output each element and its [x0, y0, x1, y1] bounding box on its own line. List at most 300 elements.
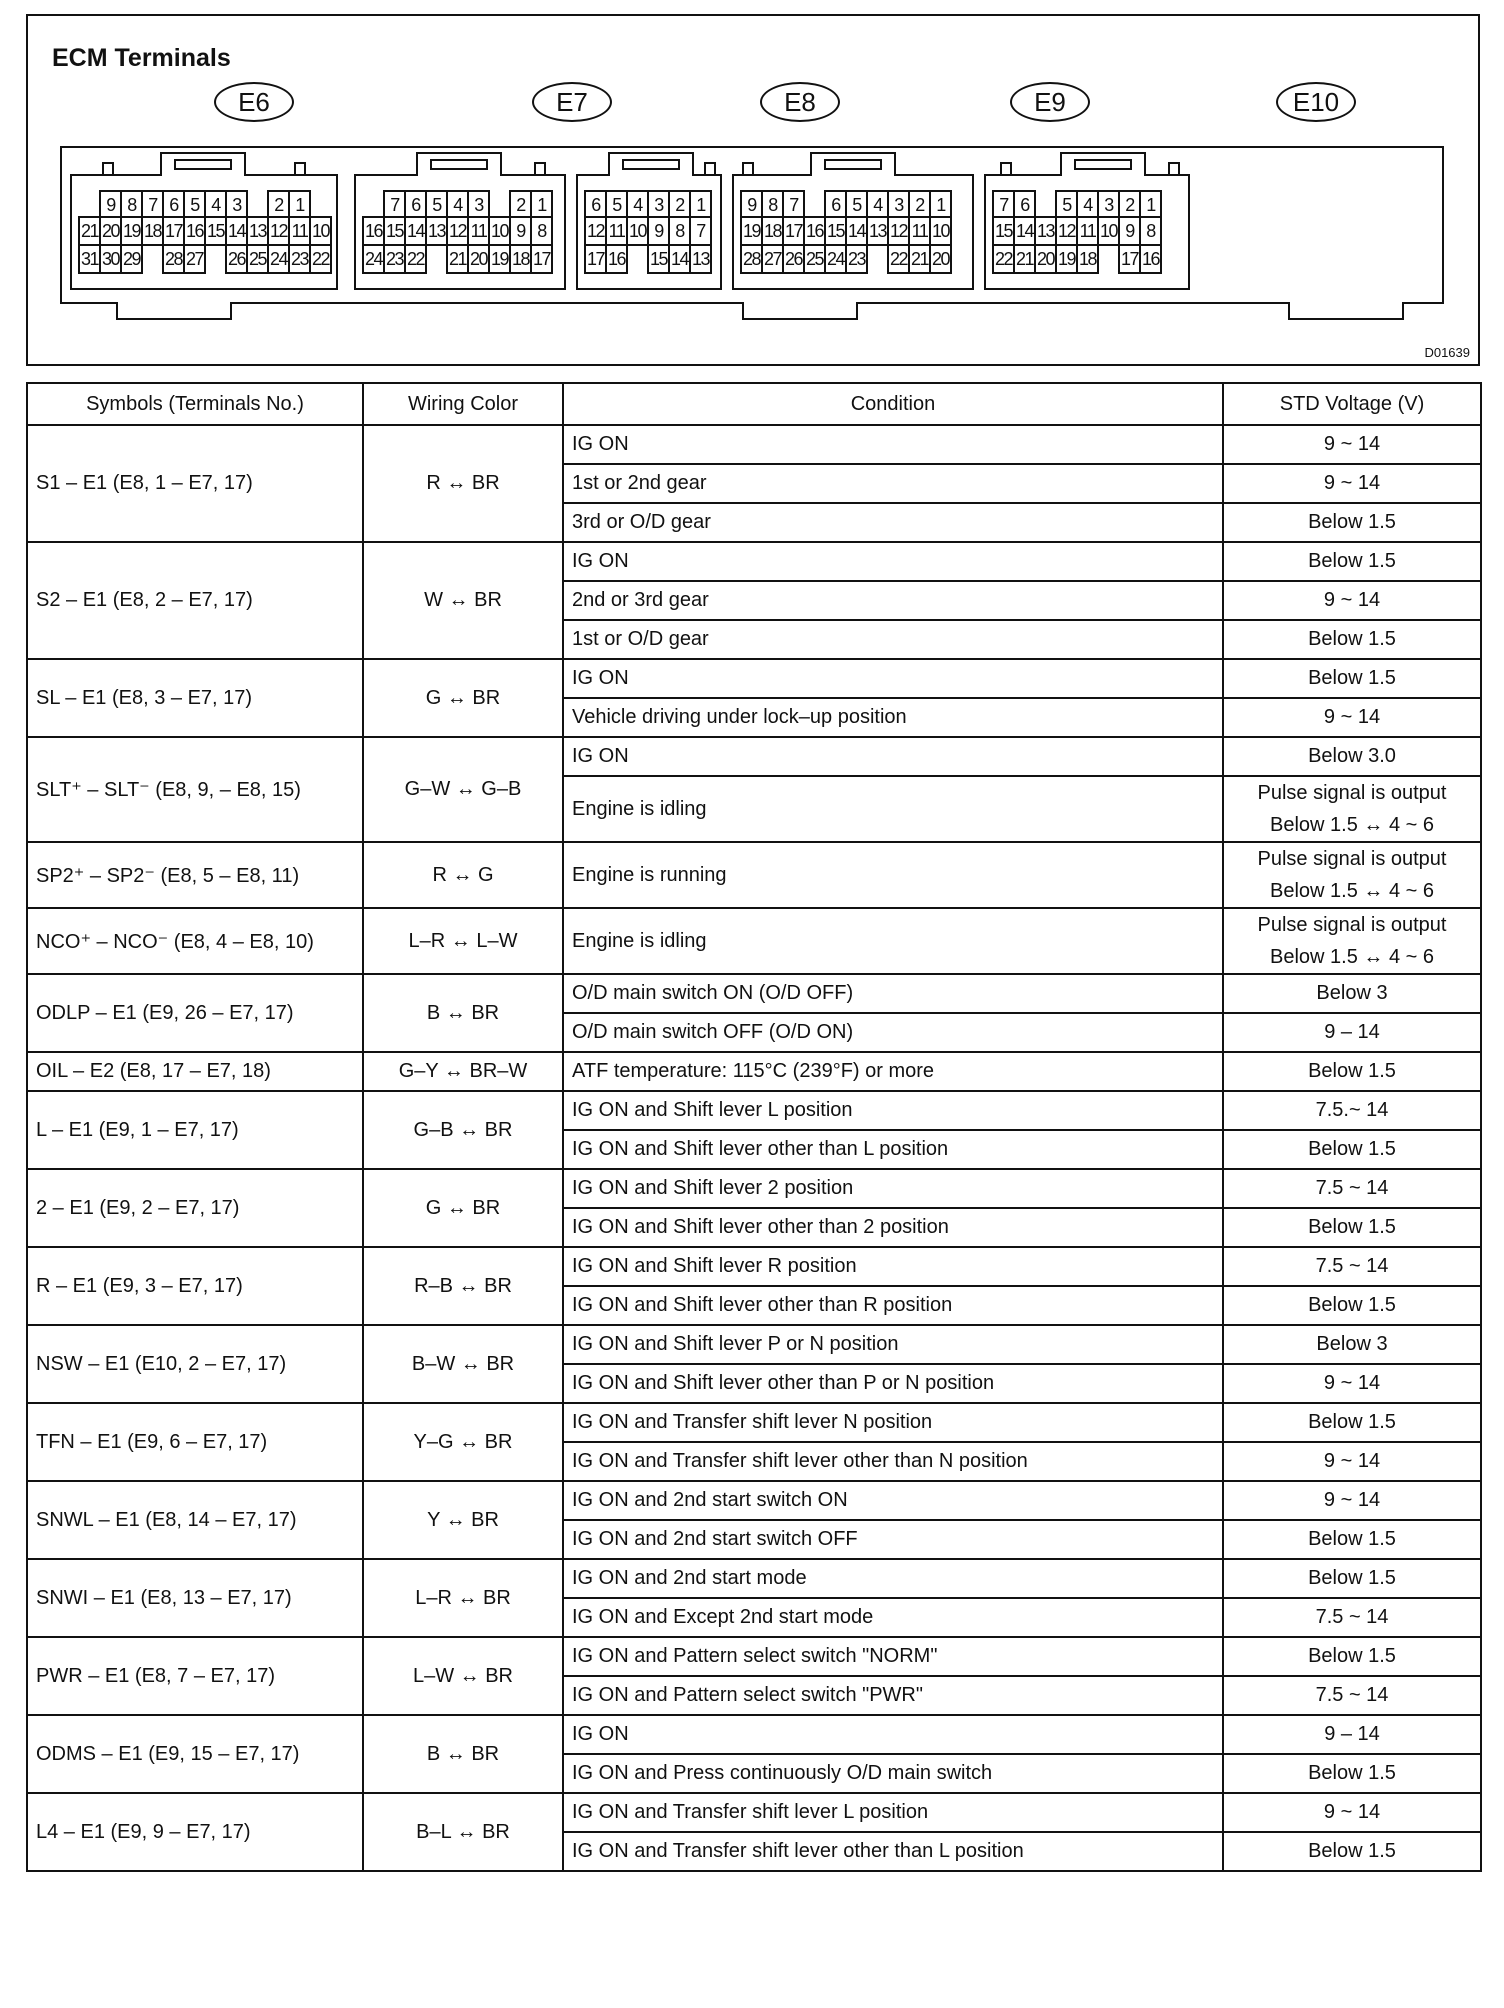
cell-std-voltage [1223, 503, 1481, 542]
terminal-pin: 25 [803, 244, 826, 274]
voltage-line: 7.5.~ 14 [1315, 1099, 1389, 1121]
table-row [27, 1793, 1481, 1832]
cell-std-voltage [1223, 1013, 1481, 1052]
voltage-line: 7.5 ~ 14 [1315, 1684, 1389, 1706]
connector-peg [704, 162, 716, 176]
terminal-pin: 3 [887, 190, 910, 218]
voltage-line: 7.5 ~ 14 [1315, 1177, 1389, 1199]
terminal-pin: 8 [1139, 216, 1162, 246]
cell-condition: IG ON and Transfer shift lever L position [563, 1793, 1223, 1832]
cell-std-voltage [1223, 659, 1481, 698]
table-row [27, 974, 1481, 1013]
voltage-line: Below 1.5 [1308, 550, 1396, 572]
housing-tab [1288, 302, 1404, 320]
terminal-pin: 11 [288, 216, 311, 246]
terminal-gap [206, 246, 227, 274]
pin-row [586, 190, 712, 218]
terminal-pin: 15 [204, 216, 227, 246]
terminal-pin: 21 [78, 216, 101, 246]
terminal-pin: 5 [183, 190, 206, 218]
terminal-pin: 1 [689, 190, 712, 218]
terminal-pin: 13 [1034, 216, 1057, 246]
cell-wiring-color: G–B ↔ BR [363, 1091, 563, 1169]
terminal-pin: 27 [761, 244, 784, 274]
terminal-pin: 22 [887, 244, 910, 274]
cell-condition: IG ON and Transfer shift lever other than N position [563, 1442, 1223, 1481]
pin-row [364, 218, 553, 246]
connector-peg [742, 162, 754, 176]
terminal-pin: 3 [467, 190, 490, 218]
terminal-pin: 7 [383, 190, 406, 218]
voltage-line: Below 1.5 [1308, 1528, 1396, 1550]
terminal-gap [805, 190, 826, 218]
cell-symbol: 2 – E1 (E9, 2 – E7, 17) [27, 1169, 363, 1247]
pin-grid-e9 [742, 190, 952, 274]
terminal-pin: 1 [288, 190, 311, 218]
cell-symbol: PWR – E1 (E8, 7 – E7, 17) [27, 1637, 363, 1715]
terminal-pin: 19 [1055, 244, 1078, 274]
cell-wiring-color: R–B ↔ BR [363, 1247, 563, 1325]
terminal-pin: 22 [309, 244, 332, 274]
cell-condition: IG ON and Shift lever other than R position [563, 1286, 1223, 1325]
connector-label-e9: E9 [1010, 82, 1090, 122]
terminal-pin: 8 [761, 190, 784, 218]
terminal-pin: 13 [866, 216, 889, 246]
terminal-pin: 5 [605, 190, 628, 218]
terminal-pin: 26 [782, 244, 805, 274]
terminal-pin: 19 [488, 244, 511, 274]
cell-condition: IG ON and Shift lever R position [563, 1247, 1223, 1286]
diagram-code: D01639 [1424, 345, 1470, 360]
cell-wiring-color: R ↔ G [363, 842, 563, 908]
voltage-line: 9 ~ 14 [1323, 1489, 1381, 1511]
table-row [27, 1559, 1481, 1598]
terminal-pin: 17 [782, 216, 805, 246]
cell-std-voltage [1223, 1442, 1481, 1481]
voltage-line: Below 1.5 [1308, 1762, 1396, 1784]
cell-wiring-color: Y ↔ BR [363, 1481, 563, 1559]
table-body [27, 425, 1481, 1871]
pin-row [80, 190, 332, 218]
cell-wiring-color: G–W ↔ G–B [363, 737, 563, 842]
cell-wiring-color: B–W ↔ BR [363, 1325, 563, 1403]
cell-symbol: NCO⁺ – NCO⁻ (E8, 4 – E8, 10) [27, 908, 363, 974]
cell-std-voltage [1223, 1637, 1481, 1676]
connector-peg [534, 162, 546, 176]
cell-wiring-color: W ↔ BR [363, 542, 563, 659]
voltage-line: Below 1.5 [1308, 511, 1396, 533]
cell-condition: IG ON and Shift lever other than L position [563, 1130, 1223, 1169]
terminal-pin: 28 [162, 244, 185, 274]
cell-std-voltage [1223, 1364, 1481, 1403]
header-condition: Condition [563, 383, 1223, 425]
connector-label-e10: E10 [1276, 82, 1356, 122]
terminal-pin: 16 [183, 216, 206, 246]
cell-std-voltage [1223, 776, 1481, 842]
terminal-pin: 15 [647, 244, 670, 274]
terminal-pin: 18 [1076, 244, 1099, 274]
cell-std-voltage [1223, 1754, 1481, 1793]
cell-std-voltage [1223, 1208, 1481, 1247]
terminal-pin: 12 [1055, 216, 1078, 246]
terminal-pin: 4 [866, 190, 889, 218]
terminal-pin: 9 [1118, 216, 1141, 246]
cell-std-voltage [1223, 464, 1481, 503]
connector-peg [1000, 162, 1012, 176]
terminal-pin: 18 [141, 216, 164, 246]
terminal-pin: 2 [668, 190, 691, 218]
voltage-line: Below 1.5 ↔ 4 ~ 6 [1270, 946, 1434, 968]
terminal-pin: 15 [992, 216, 1015, 246]
terminal-pin: 3 [1097, 190, 1120, 218]
terminal-pin: 14 [1013, 216, 1036, 246]
cell-condition: IG ON and Transfer shift lever other than L position [563, 1832, 1223, 1871]
cell-symbol: SL – E1 (E8, 3 – E7, 17) [27, 659, 363, 737]
table-row [27, 425, 1481, 464]
pin-grid-e7 [364, 190, 553, 274]
terminal-pin: 16 [1139, 244, 1162, 274]
cell-symbol: L4 – E1 (E9, 9 – E7, 17) [27, 1793, 363, 1871]
voltage-line: 9 ~ 14 [1323, 433, 1381, 455]
cell-symbol: L – E1 (E9, 1 – E7, 17) [27, 1091, 363, 1169]
connector-e8 [576, 174, 722, 290]
cell-condition: Engine is running [563, 842, 1223, 908]
cell-std-voltage [1223, 581, 1481, 620]
terminal-gap [1099, 246, 1120, 274]
voltage-line: Below 1.5 [1308, 1411, 1396, 1433]
terminal-pin: 11 [605, 216, 628, 246]
terminal-gap [490, 190, 511, 218]
terminal-pin: 12 [267, 216, 290, 246]
pin-row [364, 246, 553, 274]
ecm-terminal-spec-table [26, 382, 1482, 1872]
cell-wiring-color: B–L ↔ BR [363, 1793, 563, 1871]
voltage-line: 9 ~ 14 [1323, 1372, 1381, 1394]
voltage-line: 9 ~ 14 [1323, 589, 1381, 611]
voltage-line: Below 1.5 [1308, 1138, 1396, 1160]
cell-std-voltage [1223, 1715, 1481, 1754]
connector-latch [1060, 152, 1146, 176]
cell-symbol: NSW – E1 (E10, 2 – E7, 17) [27, 1325, 363, 1403]
cell-std-voltage [1223, 1676, 1481, 1715]
cell-condition: Engine is idling [563, 776, 1223, 842]
terminal-pin: 2 [908, 190, 931, 218]
terminal-pin: 7 [141, 190, 164, 218]
terminal-pin: 22 [992, 244, 1015, 274]
cell-wiring-color: L–R ↔ L–W [363, 908, 563, 974]
housing-tab [742, 302, 858, 320]
terminal-pin: 12 [446, 216, 469, 246]
table-row [27, 1481, 1481, 1520]
cell-symbol: SNWI – E1 (E8, 13 – E7, 17) [27, 1559, 363, 1637]
cell-std-voltage [1223, 1130, 1481, 1169]
terminal-pin: 18 [761, 216, 784, 246]
cell-std-voltage [1223, 1286, 1481, 1325]
table-row [27, 737, 1481, 776]
connector-latch [608, 152, 694, 176]
terminal-pin: 4 [626, 190, 649, 218]
terminal-pin: 30 [99, 244, 122, 274]
voltage-line: Below 1.5 [1308, 1645, 1396, 1667]
cell-condition: IG ON and Pattern select switch "PWR" [563, 1676, 1223, 1715]
cell-condition: O/D main switch OFF (O/D ON) [563, 1013, 1223, 1052]
terminal-pin: 14 [668, 244, 691, 274]
cell-condition: IG ON and Shift lever P or N position [563, 1325, 1223, 1364]
terminal-pin: 1 [530, 190, 553, 218]
cell-std-voltage [1223, 1052, 1481, 1091]
terminal-pin: 15 [383, 216, 406, 246]
terminal-pin: 15 [824, 216, 847, 246]
cell-condition: IG ON and Shift lever other than P or N position [563, 1364, 1223, 1403]
terminal-pin: 14 [845, 216, 868, 246]
terminal-pin: 6 [824, 190, 847, 218]
cell-std-voltage [1223, 842, 1481, 908]
terminal-pin: 4 [204, 190, 227, 218]
terminal-pin: 13 [246, 216, 269, 246]
cell-symbol: ODMS – E1 (E9, 15 – E7, 17) [27, 1715, 363, 1793]
terminal-pin: 24 [362, 244, 385, 274]
ecm-terminal-diagram [26, 14, 1480, 366]
terminal-pin: 31 [78, 244, 101, 274]
cell-condition: IG ON [563, 1715, 1223, 1754]
terminal-pin: 20 [467, 244, 490, 274]
cell-std-voltage [1223, 1091, 1481, 1130]
cell-std-voltage [1223, 1403, 1481, 1442]
terminal-pin: 12 [887, 216, 910, 246]
cell-std-voltage [1223, 1559, 1481, 1598]
voltage-line: 7.5 ~ 14 [1315, 1255, 1389, 1277]
terminal-pin: 14 [404, 216, 427, 246]
terminal-pin: 9 [509, 216, 532, 246]
cell-wiring-color: L–W ↔ BR [363, 1637, 563, 1715]
cell-wiring-color: L–R ↔ BR [363, 1559, 563, 1637]
terminal-pin: 23 [845, 244, 868, 274]
terminal-pin: 6 [162, 190, 185, 218]
diagram-title: ECM Terminals [52, 44, 231, 72]
cell-std-voltage [1223, 1325, 1481, 1364]
cell-wiring-color: G ↔ BR [363, 659, 563, 737]
voltage-line: 9 ~ 14 [1323, 706, 1381, 728]
terminal-pin: 20 [99, 216, 122, 246]
terminal-pin: 7 [689, 216, 712, 246]
cell-symbol: SLT⁺ – SLT⁻ (E8, 9, – E8, 15) [27, 737, 363, 842]
cell-symbol: OIL – E2 (E8, 17 – E7, 18) [27, 1052, 363, 1091]
terminal-pin: 9 [647, 216, 670, 246]
voltage-line: Below 1.5 [1308, 628, 1396, 650]
table-row [27, 659, 1481, 698]
terminal-pin: 22 [404, 244, 427, 274]
cell-std-voltage [1223, 1247, 1481, 1286]
connector-e9 [732, 174, 974, 290]
cell-std-voltage [1223, 1520, 1481, 1559]
cell-std-voltage [1223, 620, 1481, 659]
voltage-line: Below 1.5 [1308, 1840, 1396, 1862]
cell-condition: ATF temperature: 115°C (239°F) or more [563, 1052, 1223, 1091]
cell-symbol: S2 – E1 (E8, 2 – E7, 17) [27, 542, 363, 659]
pin-row [994, 190, 1162, 218]
terminal-pin: 4 [1076, 190, 1099, 218]
voltage-line: Below 1.5 [1308, 1567, 1396, 1589]
terminal-pin: 6 [404, 190, 427, 218]
terminal-pin: 6 [1013, 190, 1036, 218]
cell-std-voltage [1223, 425, 1481, 464]
pin-row [586, 218, 712, 246]
pin-row [742, 218, 952, 246]
terminal-pin: 24 [824, 244, 847, 274]
terminal-pin: 7 [782, 190, 805, 218]
pin-grid-e6 [80, 190, 332, 274]
connector-peg [1168, 162, 1180, 176]
terminal-pin: 11 [908, 216, 931, 246]
table-row [27, 1091, 1481, 1130]
cell-std-voltage [1223, 1481, 1481, 1520]
terminal-pin: 4 [446, 190, 469, 218]
ecm-connector-housing [60, 146, 1444, 304]
terminal-pin: 7 [992, 190, 1015, 218]
table-row [27, 842, 1481, 908]
terminal-pin: 10 [1097, 216, 1120, 246]
cell-wiring-color: G ↔ BR [363, 1169, 563, 1247]
terminal-pin: 19 [740, 216, 763, 246]
voltage-line: 9 – 14 [1324, 1723, 1380, 1745]
terminal-pin: 11 [1076, 216, 1099, 246]
cell-condition: IG ON and 2nd start switch OFF [563, 1520, 1223, 1559]
voltage-line: Below 1.5 [1308, 1294, 1396, 1316]
terminal-pin: 5 [845, 190, 868, 218]
cell-condition: IG ON [563, 737, 1223, 776]
table-row [27, 1637, 1481, 1676]
connector-label-e6: E6 [214, 82, 294, 122]
cell-condition: Vehicle driving under lock–up position [563, 698, 1223, 737]
table-row [27, 542, 1481, 581]
terminal-pin: 26 [225, 244, 248, 274]
voltage-line: 9 ~ 14 [1323, 1450, 1381, 1472]
cell-condition: 3rd or O/D gear [563, 503, 1223, 542]
terminal-pin: 2 [1118, 190, 1141, 218]
pin-row [80, 246, 332, 274]
cell-std-voltage [1223, 1793, 1481, 1832]
terminal-pin: 10 [309, 216, 332, 246]
cell-condition: IG ON and Shift lever 2 position [563, 1169, 1223, 1208]
voltage-line: Below 1.5 ↔ 4 ~ 6 [1270, 880, 1434, 902]
terminal-pin: 16 [803, 216, 826, 246]
table-row [27, 1715, 1481, 1754]
cell-condition: 1st or 2nd gear [563, 464, 1223, 503]
cell-symbol: TFN – E1 (E9, 6 – E7, 17) [27, 1403, 363, 1481]
voltage-line: Below 1.5 ↔ 4 ~ 6 [1270, 814, 1434, 836]
terminal-gap [143, 246, 164, 274]
terminal-pin: 10 [488, 216, 511, 246]
table-row [27, 908, 1481, 974]
terminal-pin: 11 [467, 216, 490, 246]
terminal-pin: 25 [246, 244, 269, 274]
terminal-pin: 23 [383, 244, 406, 274]
cell-symbol: ODLP – E1 (E9, 26 – E7, 17) [27, 974, 363, 1052]
terminal-pin: 17 [530, 244, 553, 274]
voltage-line: Below 3.0 [1308, 745, 1396, 767]
cell-std-voltage [1223, 1598, 1481, 1637]
pin-row [742, 190, 952, 218]
cell-condition: IG ON and 2nd start switch ON [563, 1481, 1223, 1520]
table-header-row [27, 383, 1481, 425]
terminal-pin: 20 [1034, 244, 1057, 274]
cell-std-voltage [1223, 737, 1481, 776]
cell-wiring-color: Y–G ↔ BR [363, 1403, 563, 1481]
terminal-pin: 8 [668, 216, 691, 246]
voltage-line: 9 ~ 14 [1323, 1801, 1381, 1823]
cell-condition: O/D main switch ON (O/D OFF) [563, 974, 1223, 1013]
connector-latch [160, 152, 246, 176]
cell-std-voltage [1223, 542, 1481, 581]
terminal-pin: 17 [162, 216, 185, 246]
voltage-line: 9 ~ 14 [1323, 472, 1381, 494]
cell-symbol: SNWL – E1 (E8, 14 – E7, 17) [27, 1481, 363, 1559]
connector-e10 [984, 174, 1190, 290]
terminal-pin: 21 [908, 244, 931, 274]
voltage-line: Pulse signal is output [1257, 848, 1447, 870]
terminal-pin: 1 [1139, 190, 1162, 218]
terminal-pin: 23 [288, 244, 311, 274]
cell-wiring-color: G–Y ↔ BR–W [363, 1052, 563, 1091]
cell-condition: IG ON and Except 2nd start mode [563, 1598, 1223, 1637]
terminal-pin: 9 [99, 190, 122, 218]
pin-row [80, 218, 332, 246]
terminal-gap [868, 246, 889, 274]
terminal-pin: 28 [740, 244, 763, 274]
pin-grid-e8 [586, 190, 712, 274]
voltage-line: Below 1.5 [1308, 1060, 1396, 1082]
connector-e6 [70, 174, 338, 290]
terminal-pin: 27 [183, 244, 206, 274]
terminal-pin: 2 [267, 190, 290, 218]
cell-condition: IG ON and Transfer shift lever N position [563, 1403, 1223, 1442]
terminal-pin: 3 [647, 190, 670, 218]
cell-condition: IG ON [563, 542, 1223, 581]
table-row [27, 1169, 1481, 1208]
connector-label-e7: E7 [532, 82, 612, 122]
cell-condition: 2nd or 3rd gear [563, 581, 1223, 620]
terminal-pin: 10 [626, 216, 649, 246]
cell-symbol: S1 – E1 (E8, 1 – E7, 17) [27, 425, 363, 542]
terminal-gap [427, 246, 448, 274]
pin-row [742, 246, 952, 274]
cell-condition: IG ON [563, 659, 1223, 698]
cell-symbol: SP2⁺ – SP2⁻ (E8, 5 – E8, 11) [27, 842, 363, 908]
cell-std-voltage [1223, 1169, 1481, 1208]
terminal-pin: 5 [425, 190, 448, 218]
cell-wiring-color: B ↔ BR [363, 1715, 563, 1793]
cell-std-voltage [1223, 908, 1481, 974]
voltage-line: 9 – 14 [1324, 1021, 1380, 1043]
voltage-line: Pulse signal is output [1257, 914, 1447, 936]
cell-condition: Engine is idling [563, 908, 1223, 974]
terminal-gap [364, 190, 385, 218]
table-row [27, 1052, 1481, 1091]
cell-condition: IG ON and Press continuously O/D main switch [563, 1754, 1223, 1793]
voltage-line: Below 3 [1316, 1333, 1388, 1355]
pin-row [364, 190, 553, 218]
connector-label-e8: E8 [760, 82, 840, 122]
terminal-pin: 5 [1055, 190, 1078, 218]
cell-symbol: R – E1 (E9, 3 – E7, 17) [27, 1247, 363, 1325]
cell-condition: IG ON and 2nd start mode [563, 1559, 1223, 1598]
voltage-line: Below 3 [1316, 982, 1388, 1004]
pin-grid-e10 [994, 190, 1162, 274]
terminal-pin: 1 [929, 190, 952, 218]
terminal-pin: 13 [689, 244, 712, 274]
connector-e7 [354, 174, 566, 290]
terminal-pin: 8 [530, 216, 553, 246]
